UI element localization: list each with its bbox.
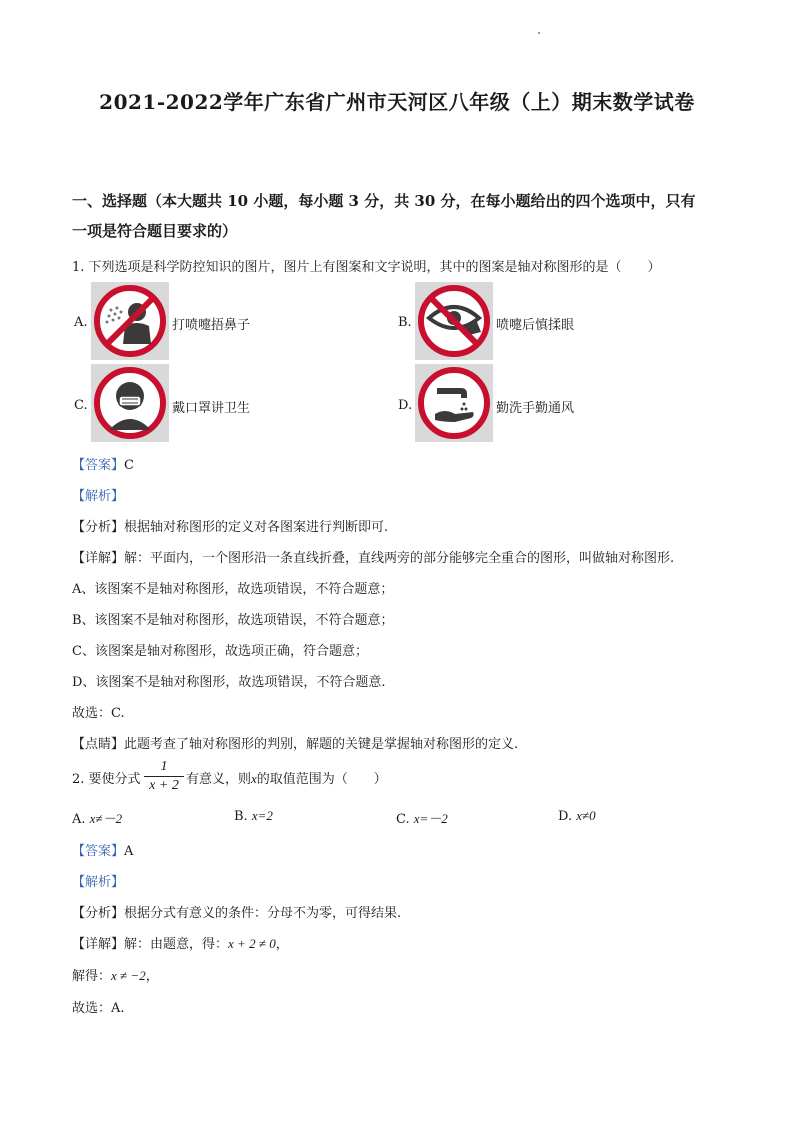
section-heading-line2: 一项是符合题目要求的）	[72, 222, 238, 240]
q2-option-a	[72, 808, 122, 827]
section-heading	[72, 186, 732, 246]
q1-option-d-letter: D.	[398, 398, 413, 413]
fenxi-text: 根据轴对称图形的定义对各图案进行判断即可.	[124, 520, 389, 535]
q2-option-d-letter: D.	[558, 809, 573, 824]
answer-value: C	[124, 458, 134, 473]
q2-fenxi	[72, 902, 401, 921]
solve-math: x ≠ −2	[111, 968, 146, 983]
q2-analysis	[72, 871, 124, 890]
q2-option-b-letter: B.	[234, 809, 248, 824]
answer-value: A	[124, 844, 134, 859]
q2-option-c-letter: C.	[396, 812, 410, 827]
q1-item-a: A、该图案不是轴对称图形，故选项错误，不符合题意；	[72, 582, 394, 597]
q2-option-b	[234, 808, 273, 824]
q2-xiangjie	[72, 933, 289, 952]
section-heading-line1: 一、选择题（本大题共 10 小题，每小题 3 分，共 30 分，在每小题给出的四个选项中，只有	[72, 192, 696, 210]
q2-stem-mid: 有意义，则	[186, 772, 252, 787]
xiangjie-tag: 【详解】	[72, 937, 125, 952]
q2-option-c	[396, 808, 448, 827]
q2-stem-after	[186, 768, 387, 787]
q1-item-b: B、该图案不是轴对称图形，故选项错误，不符合题意；	[72, 613, 394, 628]
q2-option-a-letter: A.	[72, 812, 86, 827]
answer-tag: 【答案】	[72, 458, 125, 473]
mask-icon	[91, 364, 169, 442]
xiangjie-text: 解：由题意，得：	[124, 937, 229, 952]
q2-option-c-expr: x=－2	[413, 811, 448, 826]
q2-variable: x	[251, 771, 257, 786]
handwash-icon	[415, 364, 493, 442]
q1-item-c: C、该图案是轴对称图形，故选项正确，符合题意；	[72, 644, 368, 659]
q2-choose: 故选：A.	[72, 1001, 125, 1016]
q1-item-d: D、该图案不是轴对称图形，故选项错误，不符合题意.	[72, 675, 386, 690]
analysis-tag: 【解析】	[72, 489, 125, 504]
q1-dianjing	[72, 733, 518, 752]
q1-xiangjie	[72, 547, 674, 566]
q1-choose: 故选：C.	[72, 706, 125, 721]
q1-option-c-caption: 戴口罩讲卫生	[172, 401, 251, 416]
fenxi-text: 根据分式有意义的条件：分母不为零，可得结果.	[124, 906, 402, 921]
q2-option-a-expr: x≠－2	[89, 811, 123, 826]
q2-answer	[72, 840, 133, 859]
q1-fenxi	[72, 516, 388, 535]
q1-analysis	[72, 485, 124, 504]
q1-option-a-letter: A.	[74, 315, 88, 330]
dianjing-text: 此题考查了轴对称图形的判别，解题的关键是掌握轴对称图形的定义.	[124, 737, 519, 752]
q2-option-d-expr: x≠0	[576, 808, 596, 823]
q2-solve	[72, 965, 159, 984]
analysis-tag: 【解析】	[72, 875, 125, 890]
q1-option-b-letter: B.	[398, 315, 412, 330]
xiangjie-end: ，	[275, 937, 289, 952]
fraction-denominator: x + 2	[149, 778, 179, 793]
q2-option-b-expr: x=2	[251, 808, 273, 823]
eye-rub-icon	[415, 282, 493, 360]
q2-fraction	[144, 758, 184, 795]
xiangjie-text: 解：平面内，一个图形沿一条直线折叠，直线两旁的部分能够完全重合的图形，叫做轴对称图形.	[124, 551, 675, 566]
q1-option-a-caption: 打喷嚏捂鼻子	[172, 318, 251, 333]
q1-option-c-letter: C.	[74, 398, 88, 413]
fenxi-tag: 【分析】	[72, 906, 125, 921]
sneeze-icon	[91, 282, 169, 360]
fraction-numerator: 1	[144, 758, 184, 777]
solve-end: ，	[145, 969, 159, 984]
q1-option-b-caption: 喷嚏后慎揉眼	[496, 318, 575, 333]
dianjing-tag: 【点睛】	[72, 737, 125, 752]
scan-dot	[538, 32, 540, 34]
answer-tag: 【答案】	[72, 844, 125, 859]
q1-stem: 1. 下列选项是科学防控知识的图片，图片上有图案和文字说明，其中的图案是轴对称图形的是（ ）	[72, 260, 661, 275]
q1-option-d-caption: 勤洗手勤通风	[496, 401, 575, 416]
page-title: 2021-2022学年广东省广州市天河区八年级（上）期末数学试卷	[99, 90, 695, 114]
xiangjie-math: x + 2 ≠ 0	[228, 936, 276, 951]
q2-stem-before: 2. 要使分式	[72, 772, 141, 787]
fenxi-tag: 【分析】	[72, 520, 125, 535]
xiangjie-tag: 【详解】	[72, 551, 125, 566]
q1-answer	[72, 454, 134, 473]
solve-text: 解得：	[72, 969, 112, 984]
q2-option-d	[558, 808, 596, 824]
q2-stem-end: 的取值范围为（ ）	[256, 772, 387, 787]
